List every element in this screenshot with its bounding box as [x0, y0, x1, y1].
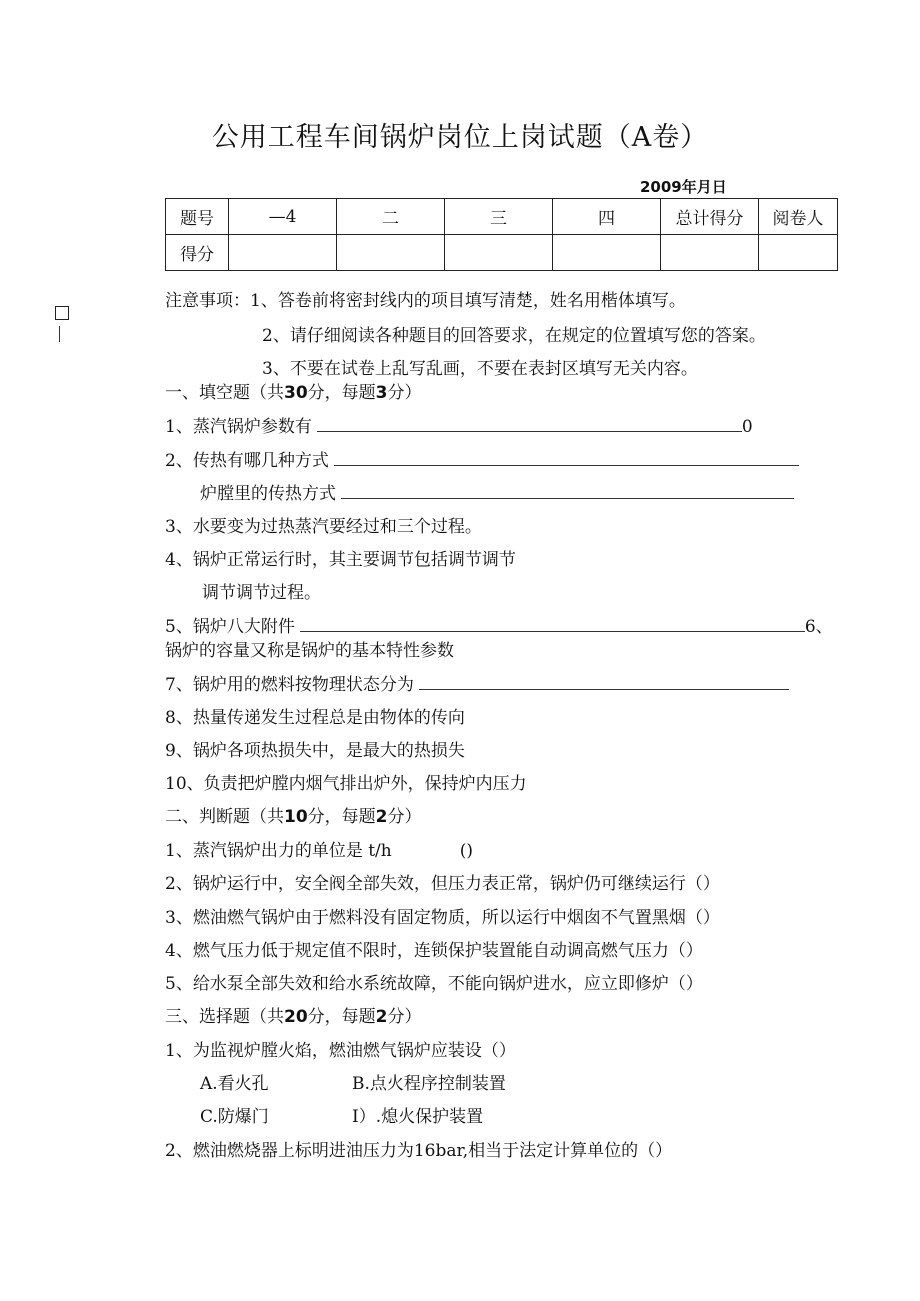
- score-cell[interactable]: [229, 235, 337, 271]
- question-choice-1: 1、为监视炉膛火焰，燃油燃气锅炉应装设（）: [165, 1041, 516, 1061]
- question-judge-3: 3、燃油燃气锅炉由于燃料没有固定物质，所以运行中烟囱不气置黑烟（）: [165, 908, 720, 928]
- header-cell: 二: [337, 199, 445, 235]
- score-table: [165, 198, 838, 271]
- note-line-2: 2、请仔细阅读各种题目的回答要求，在规定的位置填写您的答案。: [262, 326, 766, 346]
- header-cell: 题号: [166, 199, 229, 235]
- question-fill-5: 5、锅炉八大附件 6、: [165, 617, 833, 637]
- header-cell: 三: [445, 199, 553, 235]
- score-cell[interactable]: [445, 235, 553, 271]
- answer-blank[interactable]: [300, 617, 805, 632]
- question-fill-9: 9、锅炉各项热损失中，是最大的热损失: [165, 741, 465, 761]
- question-fill-2: 2、传热有哪几种方式: [165, 446, 799, 471]
- question-judge-2: 2、锅炉运行中，安全阀全部失效，但压力表正常，锅炉仍可继续运行（）: [165, 874, 720, 894]
- note-line-1: 注意事项：1、答卷前将密封线内的项目填写清楚，姓名用楷体填写。: [165, 291, 686, 311]
- answer-blank[interactable]: [317, 417, 742, 432]
- question-fill-1: 1、蒸汽锅炉参数有 0: [165, 417, 753, 437]
- header-cell: 阅卷人: [759, 199, 838, 235]
- question-fill-4b: 调节调节过程。: [202, 583, 321, 603]
- score-cell[interactable]: [759, 235, 838, 271]
- question-judge-5: 5、给水泵全部失效和给水系统故障，不能向锅炉进水，应立即修炉（）: [165, 974, 703, 994]
- answer-blank[interactable]: [341, 484, 794, 499]
- choice-option-c: C.防爆门: [200, 1107, 269, 1127]
- score-table-score-row: [166, 235, 838, 271]
- question-fill-8: 8、热量传递发生过程总是由物体的传向: [165, 708, 465, 728]
- answer-paren[interactable]: (): [459, 841, 473, 861]
- choice-option-a: A.看火孔: [200, 1074, 269, 1094]
- question-fill-2b: 炉膛里的传热方式: [200, 479, 794, 504]
- header-cell: 四: [553, 199, 661, 235]
- question-fill-10: 10、负责把炉膛内烟气排出炉外，保持炉内压力: [165, 774, 527, 794]
- question-fill-7: 7、锅炉用的燃料按物理状态分为: [165, 670, 789, 695]
- header-cell: 总计得分: [661, 199, 759, 235]
- answer-blank[interactable]: [419, 675, 789, 690]
- row-label-cell: 得分: [166, 235, 229, 271]
- score-table-header-row: [166, 199, 838, 235]
- margin-seal-line: [59, 326, 60, 342]
- note-line-3: 3、不要在试卷上乱写乱画，不要在表封区填写无关内容。: [262, 359, 698, 379]
- section3-heading: 三、选择题（共20分，每题2分）: [165, 1007, 422, 1027]
- answer-blank[interactable]: [334, 451, 799, 466]
- question-judge-1: 1、蒸汽锅炉出力的单位是 t/h (): [165, 841, 473, 861]
- question-judge-4: 4、燃气压力低于规定值不限时，连锁保护装置能自动调高燃气压力（）: [165, 941, 703, 961]
- score-cell[interactable]: [661, 235, 759, 271]
- header-cell: —4: [229, 199, 337, 235]
- section2-heading: 二、判断题（共10分，每题2分）: [165, 807, 422, 827]
- question-choice-2: 2、燃油燃烧器上标明进油压力为16bar,相当于法定计算单位的（）: [165, 1141, 673, 1161]
- section1-heading: 一、填空题（共30分，每题3分）: [165, 383, 422, 403]
- choice-option-b: B.点火程序控制装置: [352, 1074, 506, 1094]
- score-cell[interactable]: [553, 235, 661, 271]
- score-cell[interactable]: [337, 235, 445, 271]
- margin-checkbox-icon: [55, 306, 69, 320]
- question-fill-4: 4、锅炉正常运行时，其主要调节包括调节调节: [165, 550, 516, 570]
- question-fill-3: 3、水要变为过热蒸汽要经过和三个过程。: [165, 517, 482, 537]
- question-fill-6: 锅炉的容量又称是锅炉的基本特性参数: [165, 641, 454, 661]
- choice-option-d: I）.熄火保护装置: [352, 1107, 484, 1127]
- exam-date: 2009年月日: [640, 178, 727, 196]
- page-title: 公用工程车间锅炉岗位上岗试题（A卷）: [211, 122, 709, 153]
